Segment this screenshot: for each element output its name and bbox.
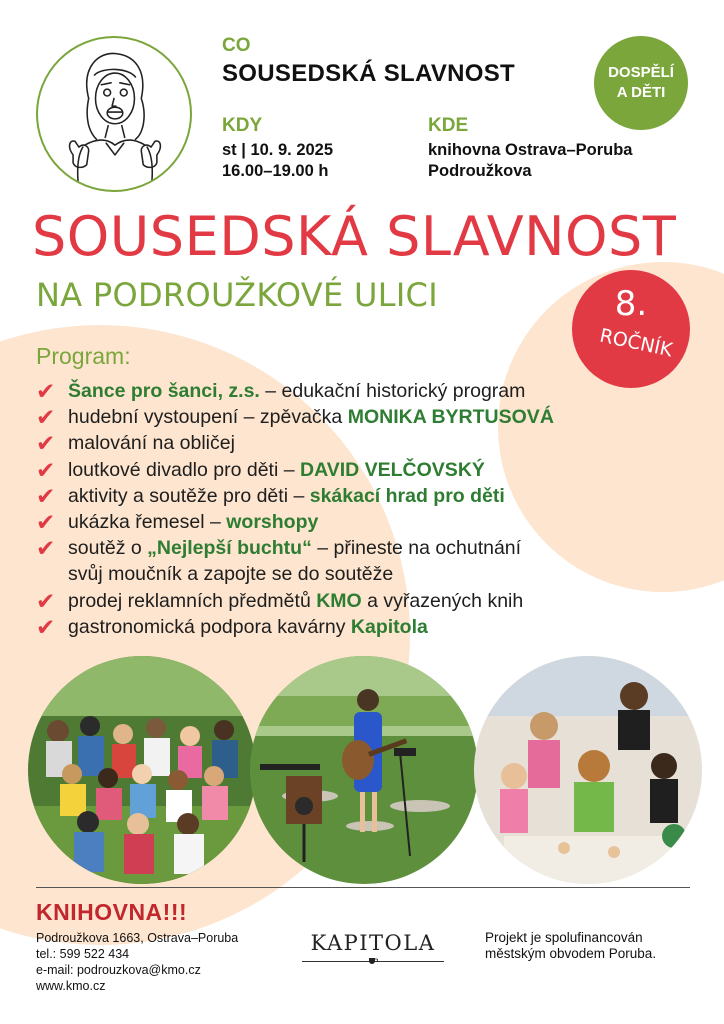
check-icon: ✔ — [36, 456, 56, 483]
library-website[interactable]: www.kmo.cz — [36, 979, 106, 993]
contact-block — [36, 930, 238, 994]
program-item-highlight: Šance pro šanci, z.s. — [68, 380, 260, 402]
program-list — [36, 378, 554, 640]
edition-badge — [572, 270, 690, 388]
program-item-continuation — [36, 561, 554, 587]
program-item-text: malování na obličej — [68, 432, 235, 455]
funding-line-1: Projekt je spolufinancován — [485, 930, 643, 945]
funding-note — [485, 930, 656, 962]
program-item-text: soutěž o — [68, 537, 148, 560]
edition-number: 8. — [614, 284, 648, 324]
event-name: SOUSEDSKÁ SLAVNOST — [222, 60, 515, 87]
program-item — [36, 457, 554, 483]
program-item — [36, 483, 554, 509]
program-item-highlight: worshopy — [226, 511, 319, 534]
check-icon: ✔ — [36, 378, 56, 404]
program-item-text: – přineste na ochutnání — [311, 537, 522, 560]
program-item — [36, 614, 554, 640]
cup-icon — [368, 957, 378, 965]
program-item-highlight: skákací hrad pro děti — [309, 484, 505, 507]
footer-divider — [36, 887, 690, 888]
program-item-highlight: DAVID VELČOVSKÝ — [299, 458, 485, 481]
program-label: Program: — [36, 343, 131, 369]
check-icon: ✔ — [36, 587, 56, 614]
kapitola-logo-text: KAPITOLA — [310, 931, 436, 955]
audience-badge-line-2: A DĚTI — [616, 84, 666, 101]
check-icon: ✔ — [36, 535, 56, 562]
library-name: KNIHOVNA!!! — [36, 899, 188, 925]
program-item-highlight: KMO — [316, 589, 362, 612]
library-phone: tel.: 599 522 434 — [36, 947, 130, 961]
program-item — [36, 430, 554, 456]
program-item-text: prodej reklamních předmětů — [68, 589, 317, 612]
venue-line-2: Podroužkova — [428, 162, 532, 180]
program-item-text: hudební vystoupení – zpěvačka — [68, 406, 348, 429]
edition-word: ROČNÍK — [597, 324, 675, 362]
check-icon: ✔ — [36, 404, 56, 431]
when-label: KDY — [222, 115, 263, 136]
program-item-text: a vyřazených knih — [361, 589, 524, 612]
program-item-text: aktivity a soutěže pro děti – — [68, 484, 310, 507]
program-item-text: gastronomická podpora kavárny — [68, 615, 351, 638]
check-icon: ✔ — [36, 613, 56, 640]
venue-line-1: knihovna Ostrava–Poruba — [428, 141, 633, 159]
main-title: SOUSEDSKÁ SLAVNOST — [32, 205, 677, 268]
program-item-text: svůj moučník a zapojte se do soutěže — [68, 563, 394, 586]
excited-woman-illustration — [36, 36, 192, 192]
event-time: 16.00–19.00 h — [222, 162, 329, 180]
event-date: st | 10. 9. 2025 — [222, 141, 334, 159]
funding-line-2: městským obvodem Poruba. — [485, 946, 657, 961]
what-label: CO — [222, 35, 251, 56]
audience-badge-line-1: DOSPĚLÍ — [608, 64, 674, 81]
program-item-text: loutkové divadlo pro děti – — [68, 458, 300, 481]
check-icon: ✔ — [36, 482, 56, 509]
program-item-text: – edukační historický program — [259, 380, 526, 402]
program-item — [36, 588, 554, 614]
program-item — [36, 535, 554, 561]
sub-title: NA PODROUŽKOVÉ ULICI — [36, 276, 438, 314]
photo-singer-with-guitar — [250, 656, 478, 884]
program-item — [36, 404, 554, 430]
program-item-highlight: „Nejlepší buchtu“ — [147, 537, 312, 560]
photo-audience-children — [28, 656, 256, 884]
photo-craft-workshop — [474, 656, 702, 884]
program-item-highlight: Kapitola — [350, 615, 428, 638]
program-item-highlight: MONIKA BYRTUSOVÁ — [347, 406, 554, 429]
check-icon: ✔ — [36, 430, 56, 457]
kapitola-logo — [298, 931, 448, 967]
program-item — [36, 378, 554, 404]
library-email[interactable]: e-mail: podrouzkova@kmo.cz — [36, 963, 201, 977]
audience-badge — [594, 36, 688, 130]
library-address: Podroužkova 1663, Ostrava–Poruba — [36, 931, 239, 945]
program-item — [36, 509, 554, 535]
check-icon: ✔ — [36, 509, 56, 536]
where-label: KDE — [428, 115, 469, 136]
program-item-text: ukázka řemesel – — [68, 511, 227, 534]
